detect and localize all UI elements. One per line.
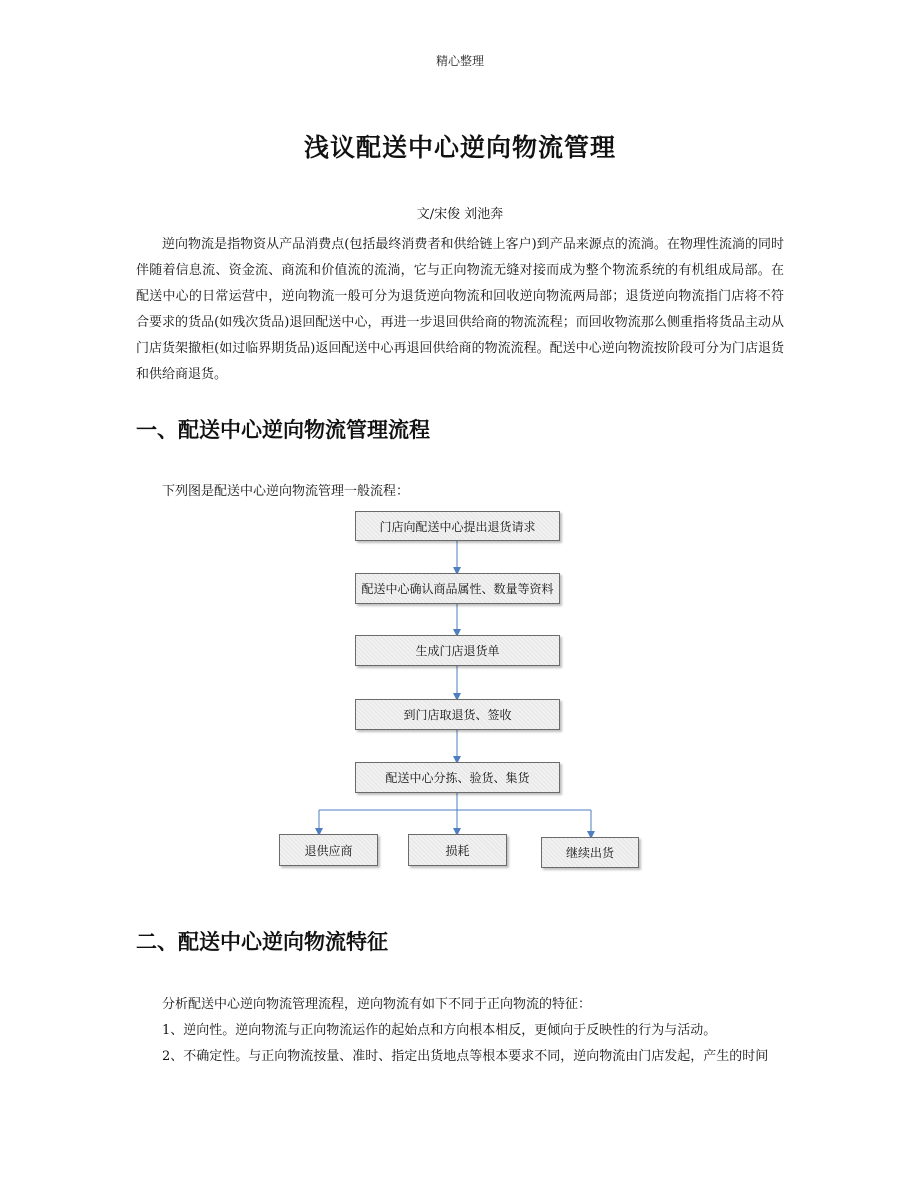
flow-branch-loss: 损耗	[408, 834, 507, 866]
flow-step-5: 配送中心分拣、验货、集货	[355, 762, 560, 793]
flow-step-4: 到门店取退货、签收	[355, 699, 560, 730]
flow-step-3: 生成门店退货单	[355, 635, 560, 666]
flow-step-2: 配送中心确认商品属性、数量等资料	[355, 573, 560, 604]
section-2-heading: 二、配送中心逆向物流特征	[136, 930, 388, 954]
page-title: 浅议配送中心逆向物流管理	[303, 133, 616, 162]
page-header: 精心整理	[435, 54, 484, 68]
flow-step-1: 门店向配送中心提出退货请求	[355, 511, 560, 541]
flow-branch-reship: 继续出货	[541, 837, 639, 868]
section-2-line-2: 1、逆向性。逆向物流与正向物流运作的起始点和方向根本相反，更倾向于反映性的行为与活动。	[162, 1023, 717, 1038]
section-2-line-3: 2、不确定性。与正向物流按量、准时、指定出货地点等根本要求不同，逆向物流由门店发起，产生的时间	[162, 1049, 769, 1064]
intro-paragraph: 逆向物流是指物资从产品消费点(包括最终消费者和供给链上客户)到产品来源点的流淌。在物理性流淌的同时伴随着信息流、资金流、商流和价值流的流淌，它与正向物流无缝对接而成为整个物流系统的有机组成局部。在配送中心的日常运营中，逆向物流一般可分为退货逆向物流和回收逆向物流两局部；退货逆向物流指门店将不符合要求的货品(如残次货品)退回配送中心，再进一步退回供给商的物流流程；而回收物流那么侧重指将货品主动从门店货架撤柜(如过临界期货品)返回配送中心再退回供给商的物流流程。配送中心逆向物流按阶段可分为门店退货和供给商退货。	[136, 237, 784, 382]
section-2-line-1: 分析配送中心逆向物流管理流程，逆向物流有如下不同于正向物流的特征：	[162, 997, 592, 1012]
flowchart-caption: 下列图是配送中心逆向物流管理一般流程：	[162, 484, 410, 499]
author-line: 文/宋俊 刘池奔	[416, 207, 504, 222]
flow-branch-return-supplier: 退供应商	[279, 834, 378, 866]
section-1-heading: 一、配送中心逆向物流管理流程	[136, 418, 430, 442]
